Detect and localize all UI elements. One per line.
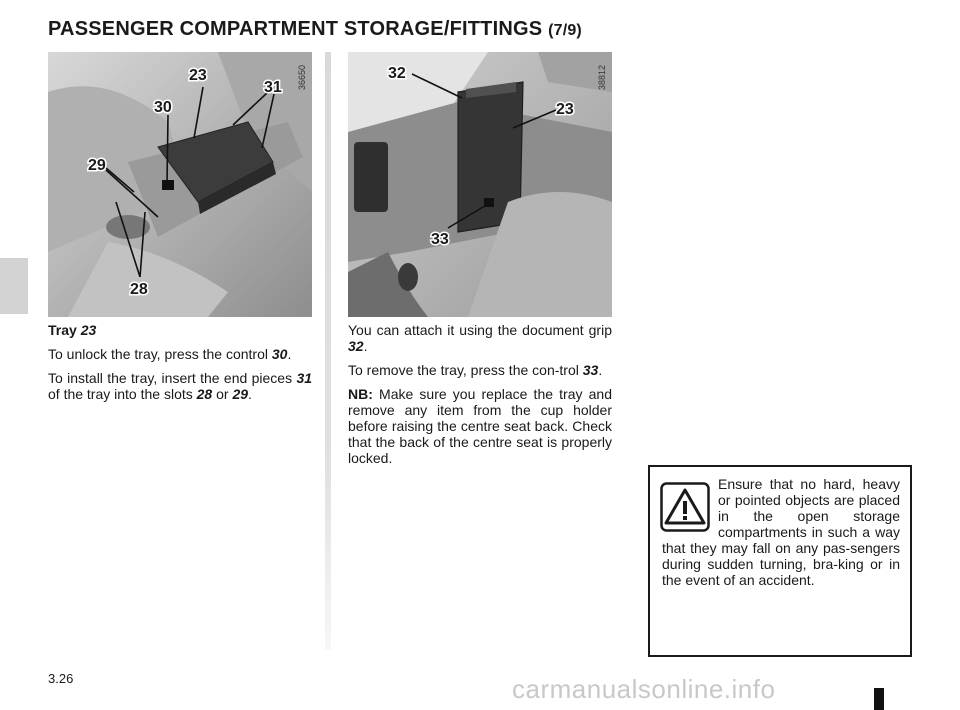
figure-tray-dashboard	[348, 52, 612, 317]
callout-32: 32	[388, 65, 406, 82]
tray-heading-num: 23	[80, 322, 97, 338]
unlock-num: 30	[271, 346, 288, 362]
infotainment-screen	[354, 142, 388, 212]
callout-31: 31	[264, 79, 282, 96]
nb-label: NB:	[348, 386, 373, 402]
tray-armrest-illustration	[48, 52, 312, 317]
install-num-29: 29	[232, 386, 249, 402]
unlock-paragraph: To unlock the tray, press the control 30.	[48, 346, 292, 362]
text-column-right	[348, 322, 612, 474]
tray-heading	[48, 322, 312, 338]
figure-code: 36650	[297, 64, 307, 90]
install-text-a: To install the tray, insert the end pieces	[48, 370, 293, 386]
title-page-index: (7/9)	[548, 22, 582, 39]
install-paragraph: To install the tray, insert the end pieces 31 of the tray into the slots 28 or 29.	[48, 370, 313, 402]
install-num-28: 28	[196, 386, 213, 402]
callout-28: 28	[130, 281, 148, 298]
nb-text: Make sure you replace the tray and remove any item from the cup holder before raising the centre seat back. Check that the back of the centre seat is properly locked.	[348, 386, 612, 466]
remove-text: To remove the tray, press the con-trol	[348, 362, 579, 378]
corner-mark	[874, 688, 884, 710]
callout-33: 33	[431, 231, 449, 248]
tray-release-control	[162, 180, 174, 190]
install-text-b: of the tray into the slots	[48, 386, 193, 402]
section-tab	[0, 258, 28, 314]
callout-23: 23	[189, 67, 207, 84]
warning-box	[648, 465, 912, 657]
text-column-left	[48, 322, 312, 410]
callout-23-right: 23	[556, 101, 574, 118]
callout-30: 30	[154, 99, 172, 116]
unlock-text: To unlock the tray, press the control	[48, 346, 268, 362]
page-title	[48, 18, 582, 41]
install-text-c: or	[216, 386, 229, 402]
remove-num: 33	[582, 362, 599, 378]
column-divider	[325, 52, 331, 650]
install-num-31: 31	[296, 370, 313, 386]
attach-text: You can attach it using the document grip	[348, 322, 612, 338]
watermark: carmanualsonline.info	[512, 674, 776, 704]
page-number: 3.26	[48, 671, 74, 686]
nb-paragraph	[348, 386, 612, 466]
tray-dashboard-illustration	[348, 52, 612, 317]
warning-triangle-icon	[660, 482, 710, 532]
figure-code-right: 38812	[597, 64, 607, 90]
title-text: PASSENGER COMPARTMENT STORAGE/FITTINGS	[48, 18, 543, 40]
remove-paragraph: To remove the tray, press the con-trol 33.	[348, 362, 603, 378]
attach-num: 32	[348, 338, 364, 354]
tray-heading-label: Tray	[48, 322, 77, 338]
callout-29: 29	[88, 157, 106, 174]
warning-text: Ensure that no hard, heavy or pointed objects are placed in the open storage compartments in such a way that they may fall on any pas-sengers during sudden turning, bra-king or in the event of an accident.	[662, 476, 900, 588]
figure-tray-armrest	[48, 52, 312, 317]
gear-knob	[398, 263, 418, 291]
attach-paragraph: You can attach it using the document grip 32.	[348, 322, 612, 354]
leader-30	[167, 115, 168, 184]
